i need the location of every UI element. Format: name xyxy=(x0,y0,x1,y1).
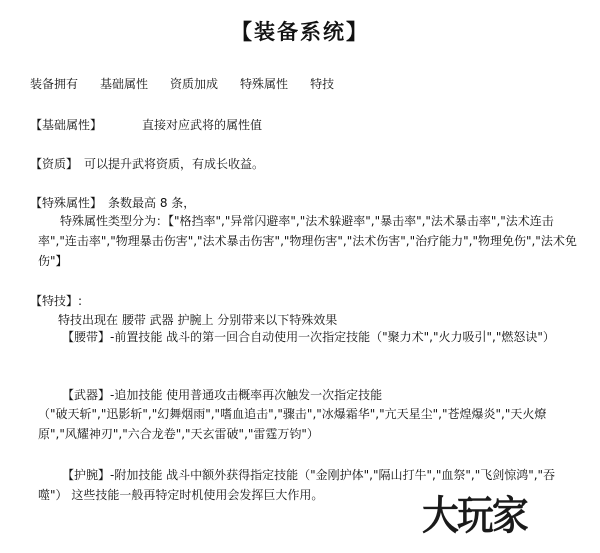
nav-item-special: 特殊属性 xyxy=(240,77,289,91)
aptitude-label: 【资质】 xyxy=(30,157,79,171)
aptitude xyxy=(30,157,264,172)
special-types: 特殊属性类型分为：【"格挡率","异常闪避率","法术躲避率","暴击率","法术暴击率","法术连击率","连击率","物理暴击伤害","法术暴击伤害","物理伤害","法术伤害","治疗能力","物理免伤","法术免伤"】 xyxy=(38,214,577,268)
skills-label: 【特技】: xyxy=(30,294,83,308)
basic-label: 【基础属性】 xyxy=(30,118,103,132)
nav-item-equipment: 装备拥有 xyxy=(30,77,79,91)
watermark-logo: 大玩家 xyxy=(422,493,527,539)
page-title: 【装备系统】 xyxy=(231,20,369,44)
wrist-skill: 【护腕】-附加技能 战斗中额外获得指定技能（"金刚护体","隔山打牛","血祭","飞剑惊鸿","吞噬"） 这些技能一般再特定时机使用会发挥巨大作用。 xyxy=(38,468,556,502)
basic-attributes xyxy=(30,118,262,133)
belt-skill: 【腰带】-前置技能 战斗的第一回合自动使用一次指定技能（"聚力术","火力吸引","燃怒诀"） xyxy=(62,330,555,344)
basic-text: 直接对应武将的属性值 xyxy=(142,118,263,132)
nav-item-basic: 基础属性 xyxy=(100,77,149,91)
nav-item-aptitude: 资质加成 xyxy=(170,77,219,91)
section-nav xyxy=(30,77,334,92)
skills-intro: 特技出现在 腰带 武器 护腕上 分别带来以下特殊效果 xyxy=(58,313,338,327)
nav-item-skills: 特技 xyxy=(310,77,335,91)
special-attributes-header xyxy=(30,196,195,211)
weapon-skill: 【武器】-追加技能 使用普通攻击概率再次触发一次指定技能 xyxy=(62,388,383,402)
aptitude-text: 可以提升武将资质，有成长收益。 xyxy=(84,157,265,171)
weapon-skill-list: （"破天斩","迅影斩","幻舞烟雨","嗜血追击","骤击","冰爆霜华","亢天星尘","苍煌爆炎","天火燎原","风耀神刃","六合龙卷","天玄雷破","雷霆万钧"） xyxy=(38,407,547,441)
special-label: 【特殊属性】 xyxy=(30,196,103,210)
special-count: 条数最高 8 条， xyxy=(108,196,196,210)
